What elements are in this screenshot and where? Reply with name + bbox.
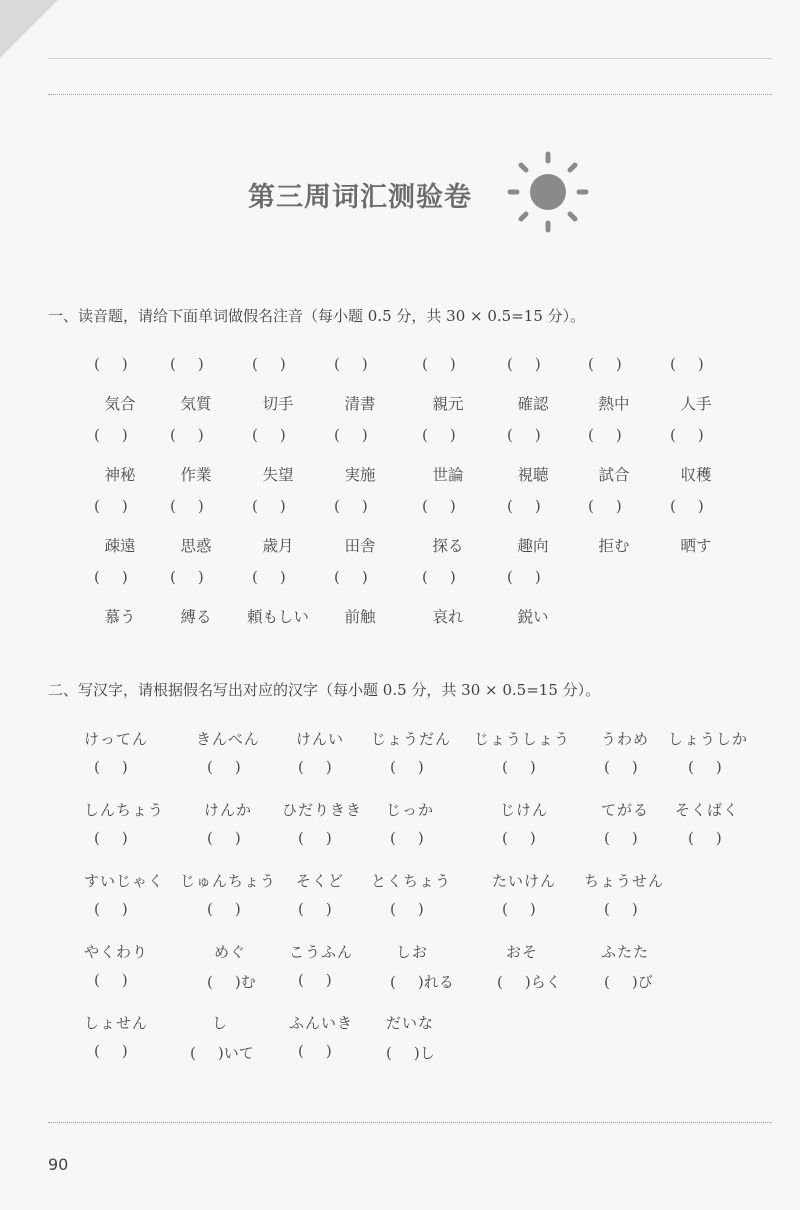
vocab-word: 思惑 xyxy=(180,537,212,555)
kana-prompt: おそ xyxy=(506,943,539,961)
answer-blank[interactable]: ( ) xyxy=(252,568,286,586)
answer-blank[interactable]: ( )む xyxy=(207,973,256,991)
vocab-word: 疎遠 xyxy=(104,537,136,555)
answer-blank[interactable]: ( ) xyxy=(688,758,722,776)
answer-blank[interactable]: ( ) xyxy=(94,426,128,444)
vocab-word: 収穫 xyxy=(680,466,712,484)
answer-blank[interactable]: ( ) xyxy=(688,829,722,847)
answer-blank[interactable]: ( ) xyxy=(670,497,704,515)
answer-blank[interactable]: ( )いて xyxy=(190,1044,254,1062)
vocab-word: 拒む xyxy=(598,537,630,555)
answer-suffix: れる xyxy=(423,973,454,991)
kana-prompt: そくど xyxy=(296,872,345,890)
answer-suffix: いて xyxy=(223,1044,254,1062)
vocab-word: 頼もしい xyxy=(246,608,309,626)
answer-blank[interactable]: ( ) xyxy=(390,829,424,847)
header-dotted-rule xyxy=(48,94,772,95)
answer-blank[interactable]: ( ) xyxy=(507,568,541,586)
kana-prompt: うわめ xyxy=(601,730,650,748)
kana-prompt: てがる xyxy=(601,801,650,819)
answer-blank[interactable]: ( ) xyxy=(334,355,368,373)
answer-blank[interactable]: ( )し xyxy=(386,1044,435,1062)
kana-prompt: たいけん xyxy=(492,872,557,890)
vocab-word: 歳月 xyxy=(262,537,294,555)
vocab-word: 世論 xyxy=(432,466,464,484)
vocab-word: 失望 xyxy=(262,466,294,484)
vocab-word: 清書 xyxy=(344,395,376,413)
vocab-word: 切手 xyxy=(262,395,294,413)
vocab-word: 確認 xyxy=(517,395,549,413)
kana-prompt: だいな xyxy=(386,1014,435,1032)
vocab-word: 前触 xyxy=(344,608,376,626)
answer-blank[interactable]: ( ) xyxy=(422,426,456,444)
answer-blank[interactable]: ( ) xyxy=(94,568,128,586)
kana-prompt: こうふん xyxy=(289,943,354,961)
vocab-word: 熱中 xyxy=(598,395,630,413)
answer-blank[interactable]: ( ) xyxy=(507,426,541,444)
answer-blank[interactable]: ( )び xyxy=(604,973,653,991)
vocab-word: 人手 xyxy=(680,395,712,413)
answer-blank[interactable]: ( ) xyxy=(588,426,622,444)
page-title: 第三周词汇测验卷 xyxy=(248,182,472,213)
answer-blank[interactable]: ( ) xyxy=(94,758,128,776)
vocab-word: 慕う xyxy=(104,608,136,626)
vocab-word: 親元 xyxy=(432,395,464,413)
section1-heading: 一、读音题，请给下面单词做假名注音（每小题 0.5 分，共 30 × 0.5=15 分）。 xyxy=(48,307,586,325)
kana-prompt: ふたた xyxy=(601,943,650,961)
answer-blank[interactable]: ( ) xyxy=(94,900,128,918)
kana-prompt: しお xyxy=(396,943,429,961)
kana-prompt: やくわり xyxy=(84,943,149,961)
answer-blank[interactable]: ( ) xyxy=(298,971,332,989)
page-number: 90 xyxy=(48,1155,69,1174)
kana-prompt: めぐ xyxy=(214,943,247,961)
header-rule xyxy=(48,58,772,59)
answer-blank[interactable]: ( ) xyxy=(604,829,638,847)
kana-prompt: じゅんちょう xyxy=(180,872,277,890)
answer-blank[interactable]: ( ) xyxy=(170,426,204,444)
answer-blank[interactable]: ( ) xyxy=(170,568,204,586)
answer-blank[interactable]: ( ) xyxy=(334,568,368,586)
answer-blank[interactable]: ( )らく xyxy=(497,973,561,991)
vocab-word: 神秘 xyxy=(104,466,136,484)
answer-suffix: び xyxy=(637,973,653,991)
section2-heading: 二、写汉字，请根据假名写出对应的汉字（每小题 0.5 分，共 30 × 0.5=15 分）。 xyxy=(48,681,601,699)
vocab-word: 田舎 xyxy=(344,537,376,555)
answer-blank[interactable]: ( )れる xyxy=(390,973,454,991)
answer-blank[interactable]: ( ) xyxy=(170,497,204,515)
sun-icon xyxy=(503,150,593,235)
kana-prompt: しょせん xyxy=(84,1014,149,1032)
kana-prompt: きんべん xyxy=(196,730,260,748)
vocab-word: 実施 xyxy=(344,466,376,484)
answer-blank[interactable]: ( ) xyxy=(170,355,204,373)
kana-prompt: ふんいき xyxy=(289,1014,354,1032)
kana-prompt: じっか xyxy=(386,801,435,819)
answer-blank[interactable]: ( ) xyxy=(298,758,332,776)
answer-blank[interactable]: ( ) xyxy=(252,497,286,515)
kana-prompt: けってん xyxy=(84,730,149,748)
vocab-word: 作業 xyxy=(180,466,212,484)
kana-prompt: し xyxy=(212,1014,229,1032)
answer-blank[interactable]: ( ) xyxy=(298,1042,332,1060)
answer-blank[interactable]: ( ) xyxy=(422,497,456,515)
vocab-word: 晒す xyxy=(680,537,712,555)
answer-blank[interactable]: ( ) xyxy=(502,900,536,918)
answer-blank[interactable]: ( ) xyxy=(298,829,332,847)
answer-blank[interactable]: ( ) xyxy=(502,758,536,776)
answer-blank[interactable]: ( ) xyxy=(252,355,286,373)
answer-blank[interactable]: ( ) xyxy=(422,355,456,373)
answer-blank[interactable]: ( ) xyxy=(422,568,456,586)
answer-blank[interactable]: ( ) xyxy=(207,829,241,847)
answer-blank[interactable]: ( ) xyxy=(588,497,622,515)
footer-dotted-rule xyxy=(48,1122,772,1123)
answer-blank[interactable]: ( ) xyxy=(604,758,638,776)
kana-prompt: じょうしょう xyxy=(474,730,571,748)
answer-suffix: し xyxy=(419,1044,435,1062)
vocab-word: 視聴 xyxy=(517,466,549,484)
answer-blank[interactable]: ( ) xyxy=(670,426,704,444)
answer-blank[interactable]: ( ) xyxy=(94,1042,128,1060)
vocab-word: 気質 xyxy=(180,395,212,413)
answer-suffix: む xyxy=(240,973,256,991)
answer-blank[interactable]: ( ) xyxy=(507,355,541,373)
answer-blank[interactable]: ( ) xyxy=(252,426,286,444)
answer-blank[interactable]: ( ) xyxy=(502,829,536,847)
answer-blank[interactable]: ( ) xyxy=(670,355,704,373)
answer-blank[interactable]: ( ) xyxy=(94,829,128,847)
title-block xyxy=(0,150,800,240)
answer-blank[interactable]: ( ) xyxy=(94,971,128,989)
vocab-word: 探る xyxy=(432,537,464,555)
answer-blank[interactable]: ( ) xyxy=(390,900,424,918)
answer-blank[interactable]: ( ) xyxy=(94,355,128,373)
vocab-word: 鋭い xyxy=(517,608,549,626)
vocab-word: 試合 xyxy=(598,466,630,484)
answer-suffix: らく xyxy=(530,973,561,991)
vocab-word: 哀れ xyxy=(432,608,464,626)
kana-prompt: すいじゃく xyxy=(84,872,165,890)
kana-prompt: とくちょう xyxy=(371,872,452,890)
answer-blank[interactable]: ( ) xyxy=(334,497,368,515)
answer-blank[interactable]: ( ) xyxy=(207,758,241,776)
answer-blank[interactable]: ( ) xyxy=(507,497,541,515)
answer-blank[interactable]: ( ) xyxy=(94,497,128,515)
kana-prompt: そくばく xyxy=(675,801,740,819)
answer-blank[interactable]: ( ) xyxy=(334,426,368,444)
vocab-word: 縛る xyxy=(180,608,212,626)
kana-prompt: けんい xyxy=(296,730,345,748)
answer-blank[interactable]: ( ) xyxy=(207,900,241,918)
vocab-word: 気合 xyxy=(104,395,136,413)
answer-blank[interactable]: ( ) xyxy=(390,758,424,776)
kana-prompt: しょうしか xyxy=(668,730,749,748)
kana-prompt: じけん xyxy=(500,801,549,819)
page-corner-fold xyxy=(0,0,58,58)
kana-prompt: しんちょう xyxy=(84,801,165,819)
kana-prompt: ひだりきき xyxy=(282,801,363,819)
kana-prompt: じょうだん xyxy=(371,730,452,748)
vocab-word: 趣向 xyxy=(517,537,549,555)
kana-prompt: けんか xyxy=(204,801,253,819)
answer-blank[interactable]: ( ) xyxy=(604,900,638,918)
answer-blank[interactable]: ( ) xyxy=(588,355,622,373)
kana-prompt: ちょうせん xyxy=(584,872,665,890)
answer-blank[interactable]: ( ) xyxy=(298,900,332,918)
